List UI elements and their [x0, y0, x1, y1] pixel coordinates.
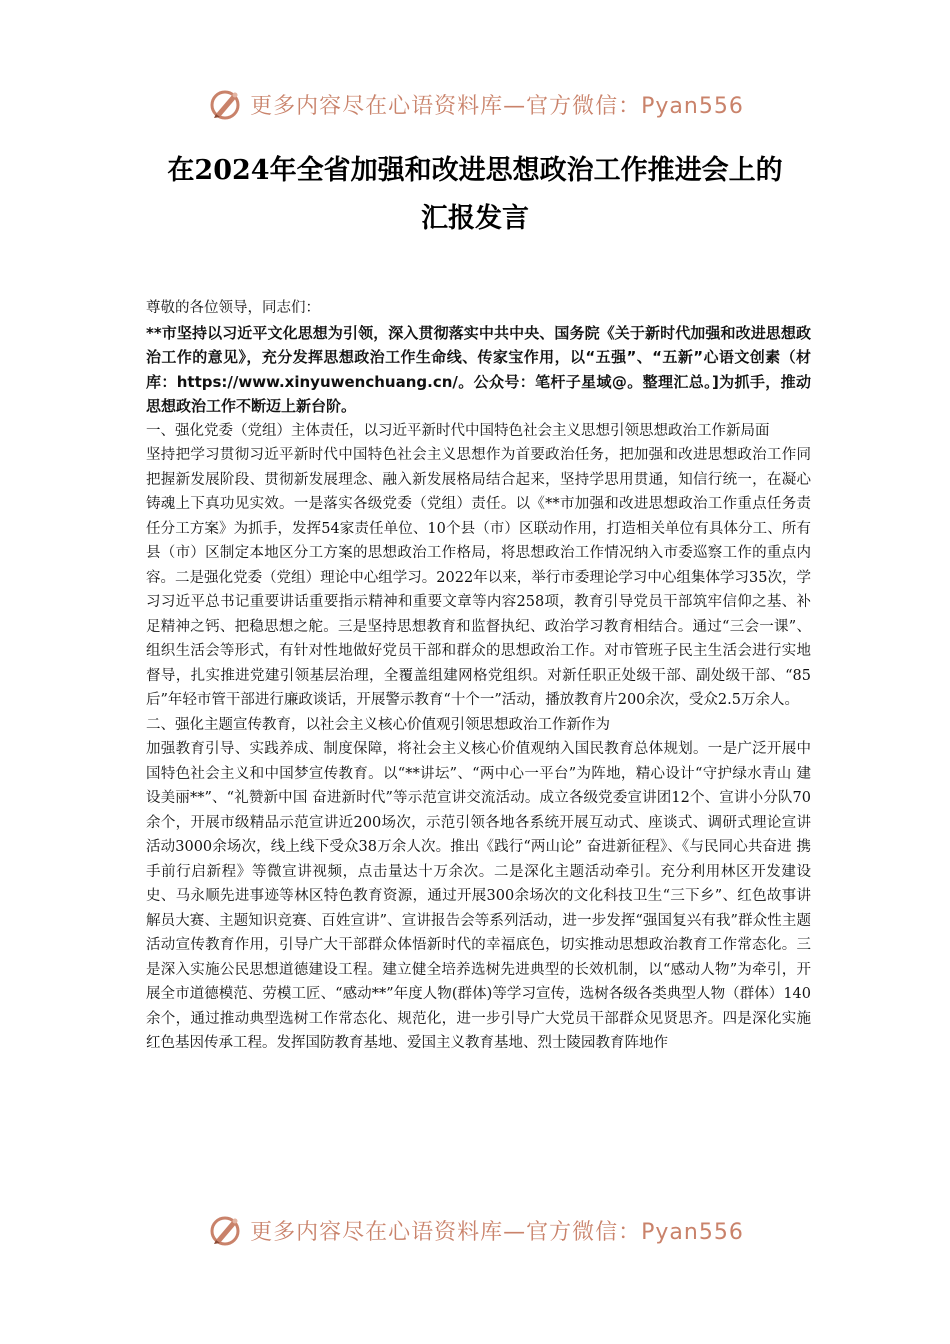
pen-logo-icon	[206, 1210, 246, 1250]
document-title-line-2: 汇报发言	[421, 203, 529, 234]
document-body	[146, 296, 811, 1056]
watermark-text: 更多内容尽在心语资料库—官方微信：Pyan556	[250, 93, 744, 119]
section-heading-1: 一、强化党委（党组）主体责任，以习近平新时代中国特色社会主义思想引领思想政治工作新局面	[146, 422, 770, 439]
watermark-text: 更多内容尽在心语资料库—官方微信：Pyan556	[250, 1219, 744, 1245]
section-body-1: 坚持把学习贯彻习近平新时代中国特色社会主义思想作为首要政治任务，把加强和改进思想政治工作同把握新发展阶段、贯彻新发展理念、融入新发展格局结合起来，坚持学思用贯通，知信行统一，在凝心铸魂上下真功见实效。一是落实各级党委（党组）责任。以《**市加强和改进思想政治工作重点任务责任分工方案》为抓手，发挥54家责任单位、10个县（市）区联动作用，打造相关单位有具体分工、所有县（市）区制定本地区分工方案的思想政治工作格局，将思想政治工作情况纳入市委巡察工作的重点内容。二是强化党委（党组）理论中心组学习。2022年以来，举行市委理论学习中心组集体学习35次，学习习近平总书记重要讲话重要指示精神和重要文章等内容258项，教育引导党员干部筑牢信仰之基、补足精神之钙、把稳思想之舵。三是坚持思想教育和监督执纪、政治学习教育相结合。通过“三会一课”、组织生活会等形式，有针对性地做好党员干部和群众的思想政治工作。对市管班子民主生活会进行实地督导，扎实推进党建引领基层治理，全覆盖组建网格党组织。对新任职正处级干部、副处级干部、“85后”年轻市管干部进行廉政谈话，开展警示教育“十个一”活动，播放教育片200余次，受众2.5万余人。	[146, 447, 811, 708]
document-title-line-1: 在2024年全省加强和改进思想政治工作推进会上的	[167, 155, 783, 186]
header-watermark-banner	[0, 82, 950, 126]
salutation: 尊敬的各位领导，同志们：	[146, 300, 320, 316]
pen-logo-icon	[206, 84, 246, 124]
intro-paragraph: **市坚持以习近平文化思想为引领，深入贯彻落实中共中央、国务院《关于新时代加强和改进思想政治工作的意见》，充分发挥思想政治工作生命线、传家宝作用，以“五强”、“五新”心语文创素（材库：https://www.xinyuwenchuang.cn/。公众号：笔杆子星域@。整理汇总。]为抓手，推动思想政治工作不断迈上新台阶。	[146, 323, 811, 415]
section-heading-2: 二、强化主题宣传教育，以社会主义核心价值观引领思想政治工作新作为	[146, 716, 610, 733]
footer-watermark-banner	[0, 1208, 950, 1252]
section-body-2: 加强教育引导、实践养成、制度保障，将社会主义核心价值观纳入国民教育总体规划。一是广泛开展中国特色社会主义和中国梦宣传教育。以“**讲坛”、“两中心一平台”为阵地，精心设计“守护绿水青山 建设美丽**”、“礼赞新中国 奋进新时代”等示范宣讲交流活动。成立各级党委宣讲团12个、宣讲小分队70余个，开展市级精品示范宣讲近200场次，示范引领各地各系统开展互动式、座谈式、调研式理论宣讲活动3000余场次，线上线下受众38万余人次。推出《践行“两山论” 奋进新征程》、《与民同心共奋进 携手前行启新程》等微宣讲视频，点击量达十万余次。二是深化主题活动牵引。充分利用林区开发建设史、马永顺先进事迹等林区特色教育资源，通过开展300余场次的文化科技卫生“三下乡”、红色故事讲解员大赛、主题知识竞赛、百姓宣讲”、宣讲报告会等系列活动，进一步发挥“强国复兴有我”群众性主题活动宣传教育作用，引导广大干部群众体悟新时代的幸福底色，切实推动思想政治教育工作常态化。三是深入实施公民思想道德建设工程。建立健全培养选树先进典型的长效机制，以“感动人物”为牵引，开展全市道德模范、劳模工匠、“感动**”年度人物(群体)等学习宣传，选树各级各类典型人物（群体）140余个，通过推动典型选树工作常态化、规范化，进一步引导广大党员干部群众见贤思齐。四是深化实施红色基因传承工程。发挥国防教育基地、爱国主义教育基地、烈士陵园教育阵地作	[146, 741, 811, 1051]
